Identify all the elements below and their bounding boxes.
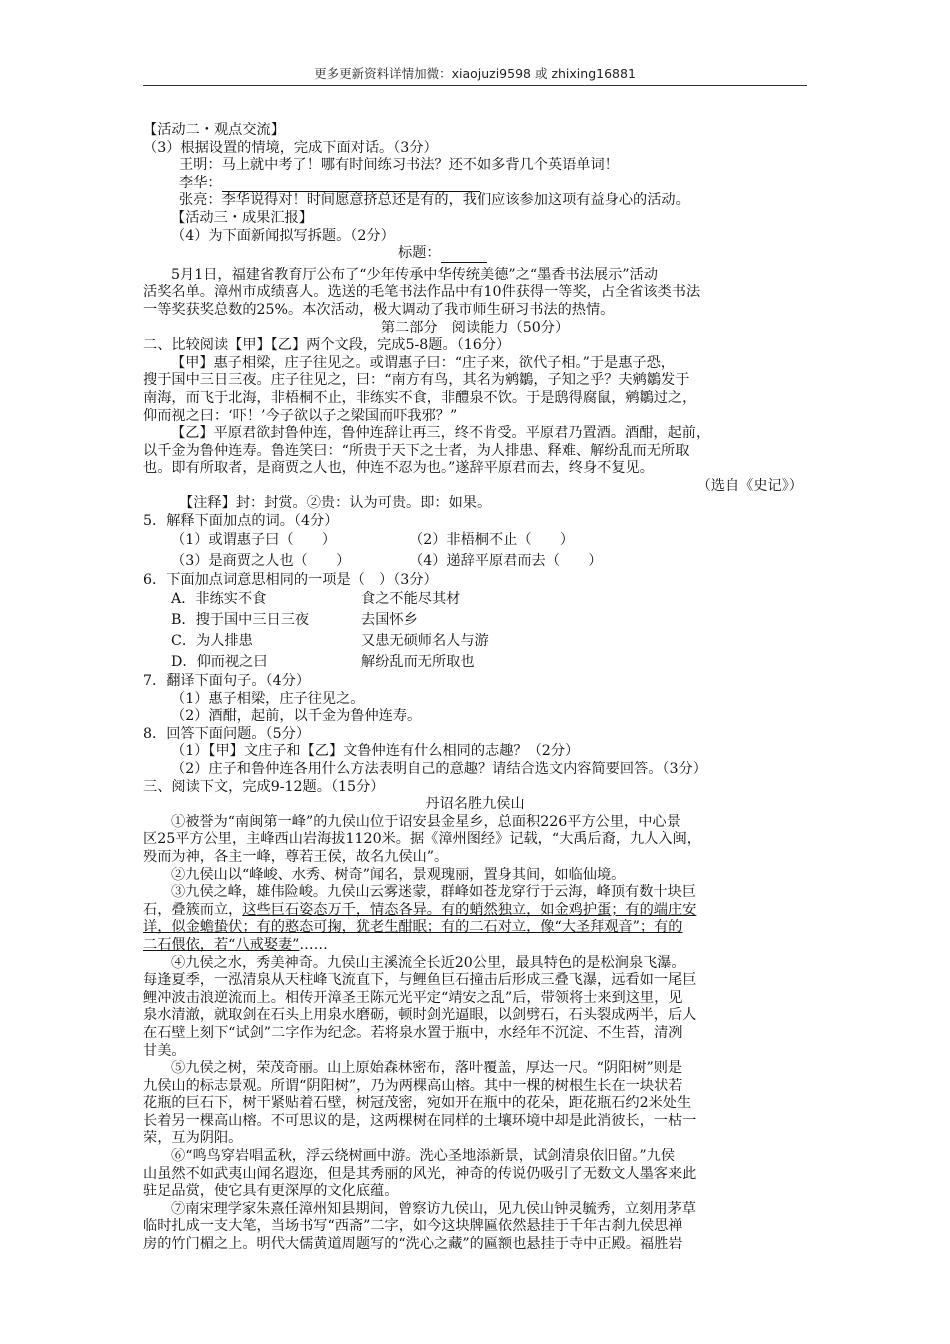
article-p4-line: 鲤冲波击浪逆流而上。相传开漳圣王陈元光平定“靖安之乱”后，带领将士来到这里，见 (143, 989, 683, 1006)
article-p1-line: 区25平方公里，主峰西山岩海拔1120米。据《漳州图经》记载，“大禹后裔，九人入闽， (143, 831, 701, 848)
exam-page (143, 122, 807, 1254)
header-divider (143, 85, 807, 86)
article-p4-line: 泉水清澈，就取剑在石头上用泉水磨砺，顿时剑光逼眼，以剑劈石，石头裂成两半，后人 (143, 1007, 697, 1024)
part2-heading: 第二部分 阅读能力（50分） (380, 319, 570, 336)
q5-item: （2）非梧桐不止（ ） (409, 532, 575, 549)
article-p7-line: 临时扎成一支大笔，当场书写“西斋”二字，如今这块牌匾依然悬挂于千年古刹九侯思禅 (143, 1218, 683, 1235)
q6-option (143, 631, 807, 652)
article-p4-line: 每逢夏季，一泓清泉从天柱峰飞流直下，与鲤鱼巨石撞击后形成三叠飞瀑，远看如一尾巨 (143, 972, 697, 989)
question-3: （3）根据设置的情境，完成下面对话。（3分） (143, 139, 438, 156)
p3-underlined-text: 二石偎依，若“八戒娶妻” (143, 936, 300, 953)
article-p4-line: 在石壁上刻下“试剑”二字作为纪念。若将泉水置于瓶中，水经年不沉淀、不生苔，清冽 (143, 1024, 683, 1041)
article-p5-line: 九侯山的标志景观。所谓“阴阳树”，乃为两棵高山榕。其中一棵的树根生长在一块状若 (143, 1077, 683, 1094)
q7-item: （1）惠子相梁，庄子往见之。 (171, 690, 365, 707)
q5-item: （3）是商贾之人也（ ） (171, 553, 351, 570)
question-7: 7．翻译下面句子。（4分） (143, 673, 311, 690)
q6-option-b-text: 又患无硕师名人与游 (361, 633, 489, 650)
article-title: 丹诏名胜九侯山 (425, 796, 525, 813)
article-p5-line: 花瓶的巨石下，树干紧贴着石壁，树冠茂密，宛如开在瓶中的花朵，距花瓶石约2米处生 (143, 1095, 692, 1112)
article-p6-line: 驻足品赏，使它具有更深厚的文化底蕴。 (143, 1183, 399, 1200)
passage-yi-line: 以千金为鲁仲连寿。鲁连笑曰：“所贵于天下之士者，为人排患、释难、解纷乱而无所取 (143, 442, 690, 459)
section2-heading: 二、比较阅读【甲】【乙】两个文段，完成5-8题。（16分） (143, 337, 511, 354)
article-p6-line: 山虽然不如武夷山闻名遐迩，但是其秀丽的风光，神奇的传说仍吸引了无数文人墨客来此 (143, 1165, 697, 1182)
q6-option (143, 590, 807, 611)
p3-ellipsis: …… (299, 936, 328, 953)
article-p4-line: 甘美。 (143, 1042, 186, 1059)
news-line: 5月1日，福建省教育厅公布了“少年传承中华传统美德”之“墨香书法展示”活动 (171, 266, 658, 283)
article-p1-line: 殁而为神，各主一峰，尊若王侯，故名九侯山”。 (143, 848, 449, 865)
q6-option-b-text: 食之不能尽其材 (361, 591, 461, 608)
q6-option (143, 611, 807, 632)
passage-yi-line: 【乙】平原君欲封鲁仲连，鲁仲连辞让再三，终不肯受。平原君乃置酒。酒酣，起前， (171, 425, 711, 442)
article-p1-line: ①被誉为“南闽第一峰”的九侯山位于诏安县金星乡，总面积226平方公里，中心景 (171, 813, 681, 830)
dialogue-zhangliang: 张亮：李华说得对！时间愿意挤总还是有的，我们应该参加这项有益身心的活动。 (179, 192, 690, 209)
dialogue-lihua (143, 175, 807, 193)
question-4: （4）为下面新闻拟写拆题。（2分） (171, 227, 395, 244)
lihua-label: 李华： (179, 174, 222, 191)
article-p7-line: 房的竹门楣之上。明代大儒黄道周题写的“洗心之藏”的匾额也悬挂于寺中正殿。福胜岩 (143, 1236, 683, 1253)
lihua-answer-blank[interactable] (222, 177, 480, 192)
q5-row (143, 531, 807, 552)
q6-option-a-text: C．为人排患 (171, 633, 253, 650)
article-p2: ②九侯山以“峰峻、水秀、树奇”闻名，景观瑰丽，置身其间，如临仙境。 (171, 866, 626, 883)
p3-text: 石，叠簇而立， (143, 901, 243, 918)
news-title-row (143, 245, 807, 263)
q5-item: （1）或谓惠子曰（ ） (171, 532, 337, 549)
news-line: 一等奖获奖总数的25%。本次活动，极大调动了我市师生研习书法的热情。 (143, 301, 615, 318)
question-5: 5．解释下面加点的词。（4分） (143, 513, 339, 530)
q5-item: （4）递辞平原君而去（ ） (409, 553, 603, 570)
article-p5-line: 长着另一棵高山榕。不可思议的是，这两棵树在同样的土壤环境中却是此消彼长，一枯一 (143, 1112, 697, 1129)
article-p5-line: 荣，互为阴阳。 (143, 1130, 243, 1147)
article-p3-line (143, 937, 807, 955)
passage-yi-line: 也。即有所取者，是商贾之人也，仲连不忍为也。”遂辞平原君而去，终身不复见。 (143, 460, 654, 477)
q7-item: （2）酒酣，起前，以千金为鲁仲连寿。 (171, 708, 422, 725)
page-header: 更多更新资料详情加微：xiaojuzi9598 或 zhixing16881 (314, 66, 636, 81)
section3-heading: 三、阅读下文，完成9-12题。（15分） (143, 778, 385, 795)
p3-underlined-text: 详，似金蟾蛰伏；有的憨态可掬，犹老生酣眠；有的二石对立，像“大圣拜观音”；有的 (143, 919, 683, 936)
question-8: 8．回答下面问题。（5分） (143, 725, 311, 742)
news-title-blank[interactable] (441, 248, 487, 263)
activity3-heading: 【活动三・成果汇报】 (171, 209, 313, 226)
article-p5-line: ⑤九侯之树，荣茂奇丽。山上原始森林密布，落叶覆盖，厚达一尺。“阴阳树”则是 (171, 1060, 683, 1077)
p3-underlined-text: 这些巨石姿态万千，情态各异。有的蛸然独立，如金鸡护蛋；有的端庄安 (242, 901, 697, 918)
article-p6-line: ⑥“鸣鸟穿岩唱孟秋，浮云绕树画中游。洗心圣地添新景，试剑清泉依旧留。”九侯 (171, 1148, 675, 1165)
q6-option-a-text: B．搜于国中三日三夜 (171, 612, 310, 629)
article-p4-line: ④九侯之水，秀美神奇。九侯山主溪流全长近20公里，最具特色的是松涧泉飞瀑。 (171, 954, 686, 971)
q6-option-a-text: A．非练实不食 (171, 591, 267, 608)
passage-jia-line: 南海，而飞于北海，非梧桐不止，非练实不食，非醴泉不饮。于是鸱得腐鼠，鹓鶵过之， (143, 389, 697, 406)
q6-option-a-text: D．仰而视之曰 (171, 653, 268, 670)
q6-option-b-text: 解纷乱而无所取也 (361, 653, 475, 670)
passage-jia-line: 仰而视之曰：‘吓！’今子欲以子之梁国而吓我邪？” (143, 407, 458, 424)
passage-jia-line: 【甲】惠子相梁，庄子往见之。或谓惠子曰：“庄子来，欲代子相。”于是惠子恐， (171, 354, 675, 371)
q8-item: （2）庄子和鲁仲连各用什么方法表明自己的意趣？请结合选文内容简要回答。（3分） (171, 761, 707, 777)
q6-option-b-text: 去国怀乡 (361, 612, 418, 629)
article-p7-line: ⑦南宋理学家朱熹任漳州知县期间，曾察访九侯山，见九侯山钟灵毓秀，立刻用茅草 (171, 1200, 696, 1217)
notes: 【注释】封：封赏。②贵：认为可贵。即：如果。 (179, 495, 492, 512)
article-p3-line: ③九侯之峰，雄伟险峻。九侯山云雾迷蒙，群峰如苍龙穿行于云海，峰顶有数十块巨 (171, 884, 696, 901)
passage-jia-line: 搜于国中三日三夜。庄子往见之，曰：“南方有鸟，其名为鹓鶵，子知之乎？夫鹓鶵发于 (143, 372, 690, 389)
q6-option (143, 652, 807, 673)
news-line: 活奖名单。漳州市成绩喜人。选送的毛笔书法作品中有10件获得一等奖，占全省该类书法 (143, 284, 701, 301)
activity2-heading: 【活动二・观点交流】 (143, 122, 285, 138)
dialogue-wangming: 王明：马上就中考了！哪有时间练习书法？还不如多背几个英语单词！ (179, 157, 619, 174)
q5-row (143, 551, 807, 572)
q8-item: （1）【甲】文庄子和【乙】文鲁仲连有什么相同的志趣？（2分） (171, 743, 580, 760)
question-6: 6．下面加点词意思相同的一项是（ ）（3分） (143, 572, 438, 589)
article-p3-line (143, 902, 807, 920)
passage-source: （选自《史记》） (696, 477, 803, 494)
news-title-label: 标题： (398, 245, 441, 262)
